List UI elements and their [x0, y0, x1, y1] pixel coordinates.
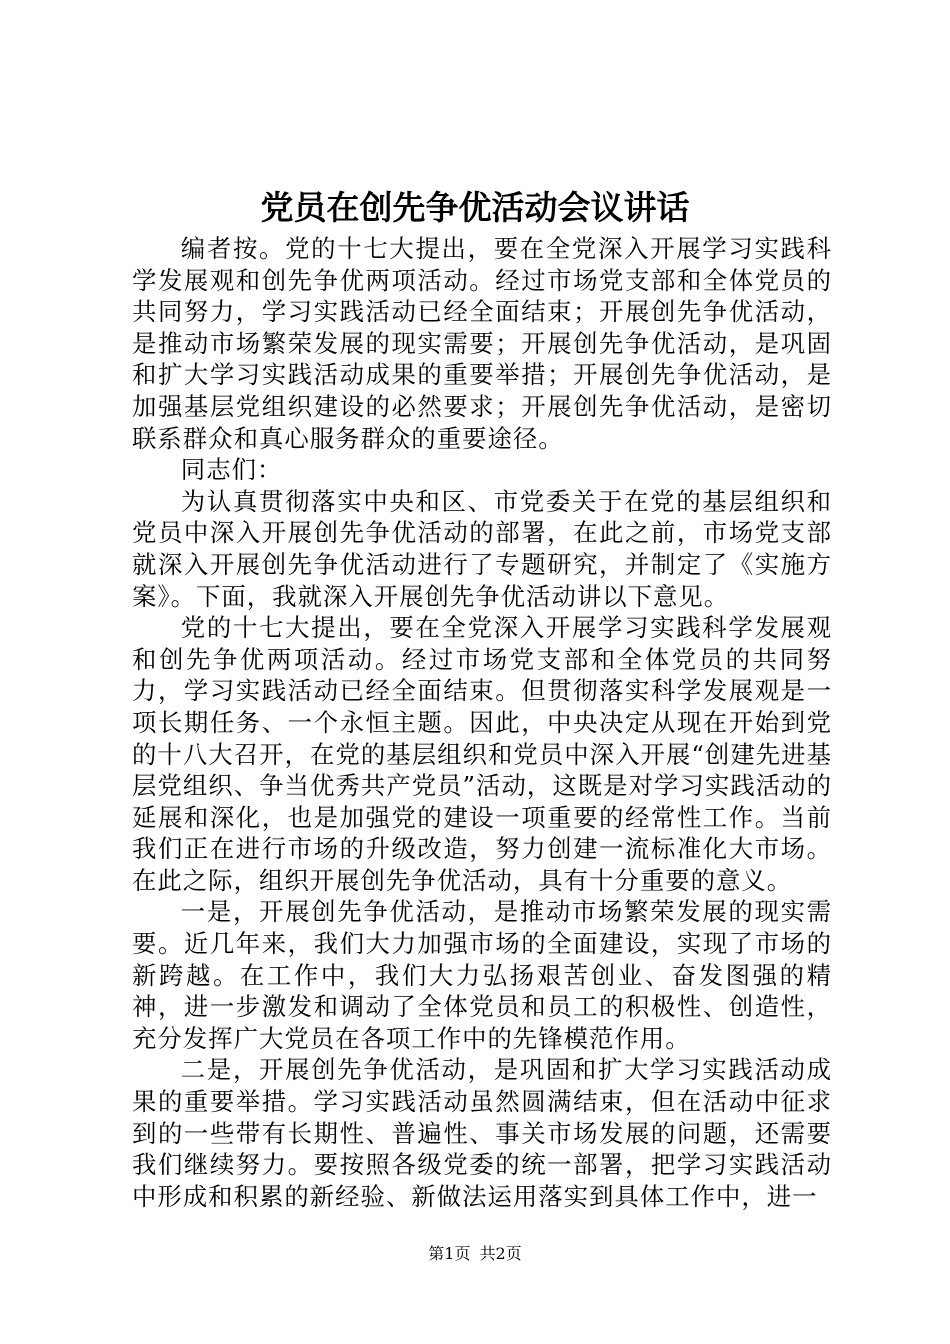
- page-title: 党员在创先争优活动会议讲话: [260, 188, 690, 227]
- paragraph-point-two: 二是，开展创先争优活动，是巩固和扩大学习实践活动成果的重要举措。学习实践活动虽然圆满结束，但在活动中征求到的一些带有长期性、普遍性、事关市场发展的问题，还需要我们继续努力。要按照各级党委的统一部署，把学习实践活动中形成和积累的新经验、新做法运用落实到具体工作中，进一: [132, 1055, 832, 1211]
- page-number: 第1页: [428, 1244, 471, 1263]
- page-total: 共2页: [479, 1244, 522, 1263]
- paragraph-intro: 为认真贯彻落实中央和区、市党委关于在党的基层组织和党员中深入开展创先争优活动的部署，在此之前，市场党支部就深入开展创先争优活动进行了专题研究，并制定了《实施方案》。下面，我就深入开展创先争优活动讲以下意见。: [132, 486, 832, 611]
- paragraph-editor-note: 编者按。党的十七大提出，要在全党深入开展学习实践科学发展观和创先争优两项活动。经过市场党支部和全体党员的共同努力，学习实践活动已经全面结束；开展创先争优活动，是推动市场繁荣发展的现实需要；开展创先争优活动，是巩固和扩大学习实践活动成果的重要举措；开展创先争优活动，是加强基层党组织建设的必然要求；开展创先争优活动，是密切联系群众和真心服务群众的重要途径。: [132, 234, 832, 453]
- paragraph-background: 党的十七大提出，要在全党深入开展学习实践科学发展观和创先争优两项活动。经过市场党支部和全体党员的共同努力，学习实践活动已经全面结束。但贯彻落实科学发展观是一项长期任务、一个永恒主题。因此，中央决定从现在开始到党的十八大召开，在党的基层组织和党员中深入开展“创建先进基层党组织、争当优秀共产党员”活动，这既是对学习实践活动的延展和深化，也是加强党的建设一项重要的经常性工作。当前我们正在进行市场的升级改造，努力创建一流标准化大市场。在此之际，组织开展创先争优活动，具有十分重要的意义。: [132, 613, 832, 895]
- document-body: [132, 233, 832, 1212]
- paragraph-point-one: 一是，开展创先争优活动，是推动市场繁荣发展的现实需要。近几年来，我们大力加强市场的全面建设，实现了市场的新跨越。在工作中，我们大力弘扬艰苦创业、奋发图强的精神，进一步激发和调动了全体党员和员工的积极性、创造性，充分发挥广大党员在各项工作中的先锋模范作用。: [132, 897, 832, 1053]
- page-footer: [0, 1244, 950, 1264]
- paragraph-salutation: 同志们：: [180, 455, 283, 485]
